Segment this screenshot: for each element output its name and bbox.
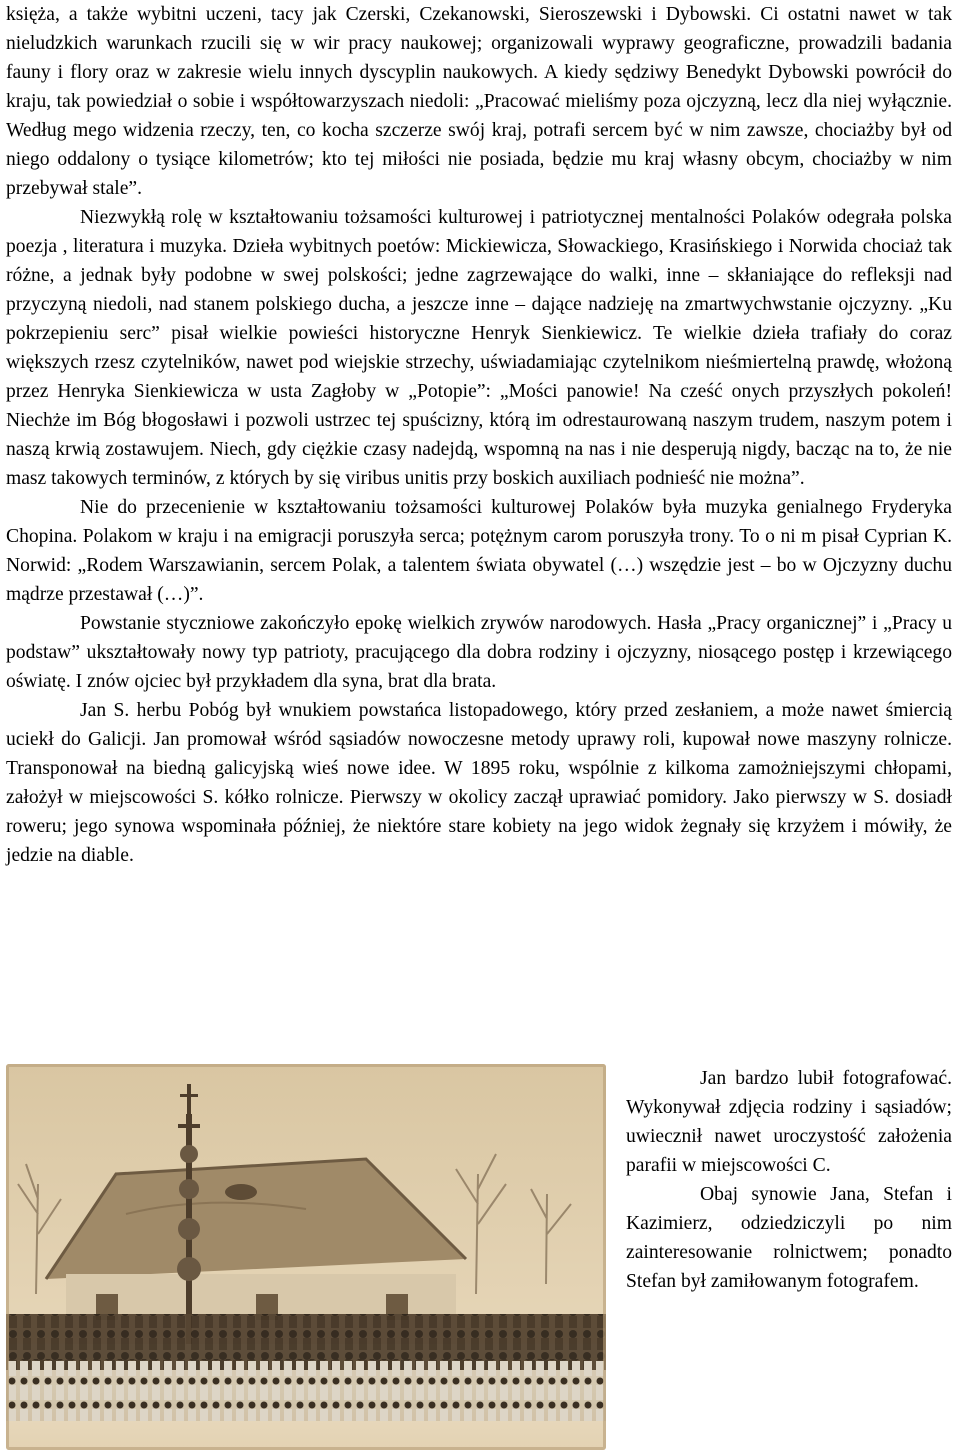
photo-caption-column [626,1064,952,1296]
paragraph-sons: Obaj synowie Jana, Stefan i Kazimierz, odziedziczyli po nim zainteresowanie rolnictwem; ponadto Stefan był zamiłowanym fotografem. [626,1184,952,1292]
paragraph-chopin: Nie do przecenienie w kształtowaniu tożsamości kulturowej Polaków była muzyka genialnego Fryderyka Chopina. Polakom w kraju i na emigracji poruszyła serca; potężnym carom poruszyła trony. To o ni m pisał Cyprian K. Norwid: „Rodem Warszawianin, sercem Polak, a talentem świata obywatel (…) wszędzie jest – bo w Ojczyzny duchu mądrze przestawał (…)”. [6,497,952,605]
paragraph-organic-work: Powstanie styczniowe zakończyło epokę wielkich zrywów narodowych. Hasła „Pracy organicznej” i „Pracy u podstaw” ukształtowały nowy typ patrioty, pracującego dla dobra rodziny i ojczyzny, niosącego postęp i krzewiącego oświatę. I znów ojciec był przykładem dla syna, brat dla brata. [6,613,952,692]
paragraph-photography: Jan bardzo lubił fotografować. Wykonywał zdjęcia rodziny i sąsiadów; uwiecznił nawet uroczystość założenia parafii w miejscowości C. [626,1068,952,1176]
document-page [6,0,952,870]
paragraph-exiles: księża, a także wybitni uczeni, tacy jak Czerski, Czekanowski, Sieroszewski i Dybowski. Ci ostatni nawet w tak nieludzkich warunkach rzucili się w wir pracy naukowej; organizowali wyprawy geograficzne, prowadzili badania fauny i flory oraz w zakresie wielu innych dyscyplin naukowych. A kiedy sędziwy Benedykt Dybowski powrócił do kraju, tak powiedział o sobie i współtowarzyszach niedoli: „Pracować mieliśmy poza ojczyzną, lecz dla niej wyłącznie. Według mego widzenia rzeczy, ten, co kocha szczerze swój kraj, potrafi sercem być w nim zawsze, chociażby był od niego oddalony o tysiące kilometrów; kto tej miłości nie posiada, będzie mu kraj własny obcym, chociażby w nim przebywał stale”. [6,4,952,199]
photo-image [6,1064,606,1450]
sepia-group-photo [6,1064,606,1450]
paragraph-poetry: Niezwykłą rolę w kształtowaniu tożsamości kulturowej i patriotycznej mentalności Polaków odegrała polska poezja , literatura i muzyka. Dzieła wybitnych poetów: Mickiewicza, Słowackiego, Krasińskiego i Norwida chociaż tak różne, a jednak były podobne w swej polskości; jedne zagrzewające do walki, inne – skłaniające do refleksji nad przyczyną niedoli, nad stanem polskiego ducha, a jeszcze inne – dające nadzieję na zmartwychwstanie ojczyzny. „Ku pokrzepieniu serc” pisał wielkie powieści historyczne Henryk Sienkiewicz. Te wielkie dzieła trafiały do coraz większych rzesz czytelników, nawet pod wiejskie strzechy, uświadamiając czytelnikom nieśmiertelną prawdę, włożoną przez Henryka Sienkiewicza w usta Zagłoby w „Potopie”: „Mości panowie! Na cześć onych przyszłych pokoleń! Niechże im Bóg błogosławi i pozwoli ustrzec tej spuścizny, którą im odrestaurowaną naszym trudem, naszym potem i naszą krwią zostawujem. Niech, gdy ciężkie czasy nadejdą, wspomną na nas i nie desperują nigdy, bacząc na to, że nie masz takowych terminów, z których by się viribus unitis przy boskich auxiliach podnieść nie można”. [6,207,952,489]
paragraph-jan: Jan S. herbu Pobóg był wnukiem powstańca listopadowego, który przed zesłaniem, a może nawet śmiercią uciekł do Galicji. Jan promował wśród sąsiadów nowoczesne metody uprawy roli, kupował nowe maszyny rolnicze. Transponował na biedną galicyjską wieś nowe idee. W 1895 roku, wspólnie z kilkoma zamożniejszymi chłopami, założył w miejscowości S. kółko rolnicze. Pierwszy w okolicy zaczął uprawiać pomidory. Jako pierwszy w S. dosiadł roweru; jego synowa wspominała później, że niektóre stare kobiety na jego widok żegnały się krzyżem i mówiły, że jedzie na diable. [6,700,952,866]
photo-section [6,1064,952,1454]
